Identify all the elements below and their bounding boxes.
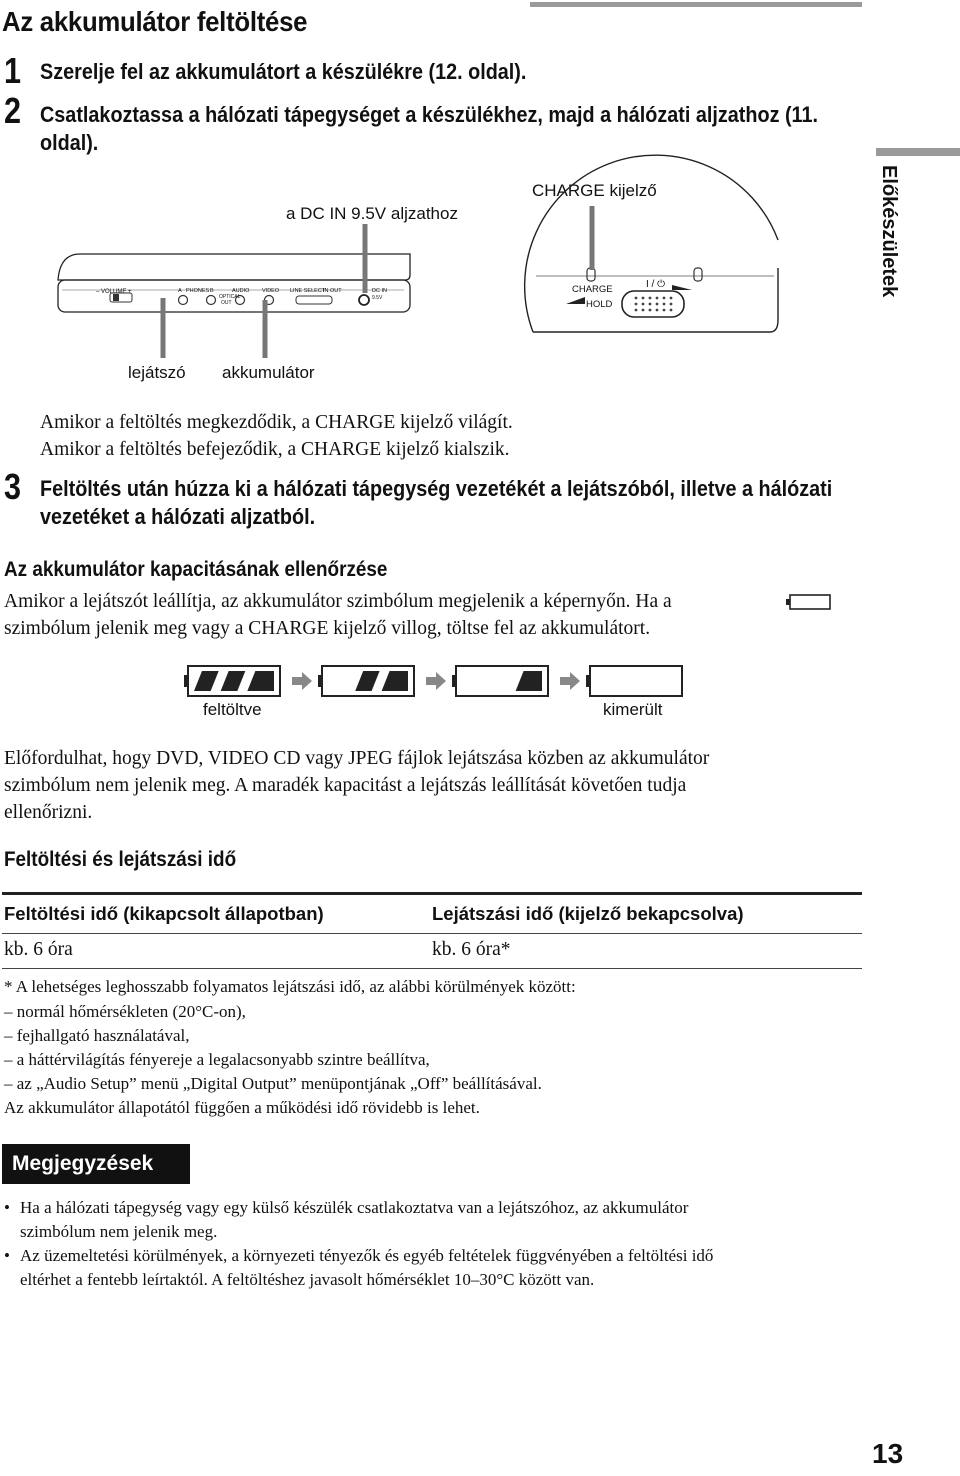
arrow-right-icon xyxy=(426,672,446,690)
battery-level-sequence xyxy=(180,660,700,702)
panel-video-label: VIDEO xyxy=(262,288,280,294)
battery-fill-segment xyxy=(221,671,246,691)
notes-heading: Megjegyzések xyxy=(2,1144,190,1184)
table-header-rule xyxy=(2,933,862,934)
battery-fill-segment xyxy=(194,671,219,691)
charge-indicator-label: CHARGE kijelző xyxy=(532,181,657,200)
side-tab-label: Előkészületek xyxy=(878,165,900,298)
panel-audio-label: AUDIO xyxy=(232,288,250,294)
dvd-note-line3: ellenőrizni. xyxy=(4,802,93,823)
battery-level-icon xyxy=(590,666,682,696)
table-header-charge: Feltöltési idő (kikapcsolt állapotban) xyxy=(4,903,324,924)
panel-optical-label: OPTICAL xyxy=(219,294,241,300)
panel-dc-voltage-label: 9.5V xyxy=(372,295,383,301)
capacity-text-line1: Amikor a lejátszót leállítja, az akkumulátor szimbólum megjelenik a képernyőn. Ha a xyxy=(4,591,672,612)
panel-hold-label: HOLD xyxy=(586,299,613,310)
charge-end-text: Amikor a feltöltés befejeződik, a CHARGE kijelző kialszik. xyxy=(40,439,510,460)
panel-phones-a-label: A xyxy=(178,288,182,294)
empty-battery-label: kimerült xyxy=(603,700,663,719)
panel-charge-label: CHARGE xyxy=(572,284,613,295)
dc-in-label: a DC IN 9.5V aljzathoz xyxy=(286,204,458,223)
panel-volume-label: – VOLUME + xyxy=(96,289,132,295)
step-2-text-line1: Csatlakoztassa a hálózati tápegységet a készülékhez, majd a hálózati aljzathoz (11. xyxy=(40,102,818,127)
battery-fill-segment xyxy=(247,671,274,691)
step-1-text: Szerelje fel az akkumulátort a készülékre (12. oldal). xyxy=(40,59,527,84)
step-2-text-line2: oldal). xyxy=(40,130,99,155)
arrow-right-icon xyxy=(560,672,580,690)
step-1-number: 1 xyxy=(4,50,22,91)
note-bullet-1: • xyxy=(4,1198,10,1217)
table-top-rule xyxy=(2,892,862,895)
step-3-number: 3 xyxy=(4,466,22,507)
charge-start-text: Amikor a feltöltés megkezdődik, a CHARGE kijelző világít. xyxy=(40,412,513,433)
footnote-line: – fejhallgató használatával, xyxy=(4,1026,190,1045)
player-diagram xyxy=(0,0,960,400)
battery-label: akkumulátor xyxy=(222,363,315,382)
step-3-text-line1: Feltöltés után húzza ki a hálózati tápegység vezetékét a lejátszóból, illetve a hálózati xyxy=(40,476,833,501)
arrow-right-icon xyxy=(292,672,312,690)
footnote-line: * A lehetséges leghosszabb folyamatos lejátszási idő, az alábbi körülmények között: xyxy=(4,977,576,996)
empty-battery-icon xyxy=(784,592,834,612)
note-1-line1: Ha a hálózati tápegység vagy egy külső készülék csatlakoztatva van a lejátszóhoz, az akkumulátor xyxy=(20,1198,689,1217)
page-title: Az akkumulátor feltöltése xyxy=(2,6,308,37)
table-cell-charge-time: kb. 6 óra xyxy=(4,939,73,960)
capacity-heading: Az akkumulátor kapacitásának ellenőrzése xyxy=(4,558,388,581)
dvd-note-line1: Előfordulhat, hogy DVD, VIDEO CD vagy JPEG fájlok lejátszása közben az akkumulátor xyxy=(4,748,710,769)
full-battery-label: feltöltve xyxy=(203,700,262,719)
page-number: 13 xyxy=(872,1438,904,1469)
table-cell-play-time: kb. 6 óra* xyxy=(432,939,511,960)
table-bottom-rule xyxy=(2,968,862,969)
panel-line-select-label: LINE SELECT xyxy=(290,288,326,294)
note-1-line2: szimbólum nem jelenik meg. xyxy=(20,1222,218,1241)
footnote-line: – az „Audio Setup” menü „Digital Output” menüpontjának „Off” beállításával. xyxy=(4,1074,542,1093)
footnote-line: – a háttérvilágítás fényereje a legalacsonyabb szintre beállítva, xyxy=(4,1050,430,1069)
step-3-text-line2: vezetéket a hálózati aljzatból. xyxy=(40,504,316,529)
table-header-play: Lejátszási idő (kijelző bekapcsolva) xyxy=(432,903,744,924)
panel-in-out-label: IN OUT xyxy=(323,288,342,294)
battery-fill-segment xyxy=(516,671,542,691)
step-2-number: 2 xyxy=(4,90,22,131)
panel-phones-label: PHONES xyxy=(186,288,210,294)
note-2-line1: Az üzemeltetési körülmények, a környezeti tényezők és egyéb feltételek függvényében a feltöltési idő xyxy=(20,1246,714,1265)
panel-power-label: I / ⏻ xyxy=(646,279,666,290)
capacity-text-line2: szimbólum jelenik meg vagy a CHARGE kijelző villog, töltse fel az akkumulátort. xyxy=(4,618,651,639)
battery-fill-segment xyxy=(382,671,408,691)
battery-fill-segment xyxy=(355,671,379,691)
note-bullet-2: • xyxy=(4,1246,10,1265)
panel-dc-in-label: DC IN xyxy=(372,288,387,294)
dvd-note-line2: szimbólum nem jelenik meg. A maradék kapacitást a lejátszás leállítását követően tudja xyxy=(4,775,687,796)
time-heading: Feltöltési és lejátszási idő xyxy=(4,848,237,871)
footnote-line: Az akkumulátor állapotától függően a működési idő rövidebb is lehet. xyxy=(4,1098,480,1117)
panel-phones-b-label: B xyxy=(210,288,214,294)
note-2-line2: eltérhet a fentebb leírtaktól. A feltöltéshez javasolt hőmérséklet 10–30°C között van. xyxy=(20,1270,595,1289)
footnote-line: – normál hőmérsékleten (20°C-on), xyxy=(4,1002,246,1021)
panel-out-label: OUT xyxy=(221,300,232,306)
player-label: lejátszó xyxy=(128,363,186,382)
